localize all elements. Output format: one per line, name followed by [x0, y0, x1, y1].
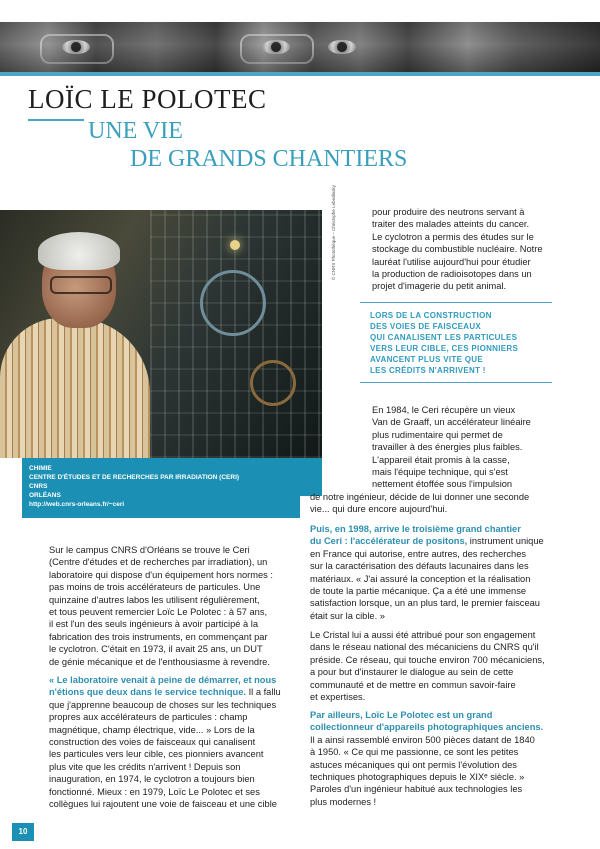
text-line: fonctionné. Mieux : en 1979, Loïc Le Polotec et ses — [49, 786, 260, 797]
text-line: L'appareil était promis à la casse, — [372, 454, 510, 465]
text-line: plus modernes ! — [310, 796, 377, 807]
text-line: astuces mécaniques qui ont permis l'évolution des — [310, 759, 517, 770]
lamp-light — [230, 240, 240, 250]
caption-line: CENTRE D'ÉTUDES ET DE RECHERCHES PAR IRRADIATION (CERI) — [29, 474, 240, 481]
text-line: le cyclotron. C'était en 1973, il avait 25 ans, un DUT — [49, 644, 263, 655]
page-number: 10 — [12, 823, 34, 841]
text-line: collègues lui rajoutent une voie de faisceau et une cible — [49, 799, 277, 810]
photo-credit: © CNRS Photothèque – Christophe Lebedinsky — [331, 185, 336, 280]
highlight-line: « Le laboratoire venait à peine de démarrer, et nous — [49, 675, 277, 685]
quote-line: AVANCENT PLUS VITE QUE — [370, 355, 483, 364]
text-line: fabrication des trois instruments, en commençant par — [49, 631, 268, 642]
text-line: (Centre d'études et de recherches par irradiation), un — [49, 557, 268, 568]
text-line: vie... qui dure encore aujourd'hui. — [310, 504, 448, 515]
quote-line: VERS LEUR CIBLE, CES PIONNIERS — [370, 344, 519, 353]
text-line: mais l'équipe technique, qui s'est — [372, 467, 508, 478]
caption-line: CHIMIE — [29, 465, 52, 472]
highlight-line: Puis, en 1998, arrive le troisième grand chantier — [310, 524, 521, 534]
text-line: satisfaction lorsque, un an plus tard, le premier faisceau — [310, 598, 540, 609]
equipment-ring — [200, 270, 266, 336]
pullquote-rule-bottom — [360, 382, 552, 383]
text-line: quinzaine d'autres labos les utilisent régulièrement, — [49, 594, 260, 605]
text-line: Le cyclotron a permis des études sur le — [372, 231, 534, 242]
text-line: de toute la partie mécanique. Ça a été une immense — [310, 586, 527, 597]
text-line: en France qui autorise, entre autres, des recherches — [310, 548, 527, 559]
photo-caption — [29, 464, 239, 509]
text-line: était sur la cible. » — [310, 610, 385, 621]
story-paragraph — [49, 674, 281, 810]
text-line: matériaux. « J'ai assuré la conception et la réalisation — [310, 573, 531, 584]
text-line: et expertises. — [310, 692, 366, 703]
paragraph-collection — [310, 709, 543, 808]
text-line: de notre ingénieur, décide de lui donner une seconde — [310, 492, 530, 502]
subtitle-line: UNE VIE — [88, 118, 183, 144]
paragraph-1998 — [310, 523, 544, 622]
portrait-hair — [38, 232, 120, 270]
text-line: nettement étoffée sous l'impulsion — [372, 479, 513, 490]
quote-line: LES CRÉDITS N'ARRIVENT ! — [370, 366, 486, 375]
text-line: que j'apprenne beaucoup de choses sur les techniques — [49, 699, 277, 710]
text-line: traiter des malades atteints du cancer. — [372, 219, 530, 230]
equipment-ring — [250, 360, 296, 406]
text-line: plus rudimentaire qui permet de — [372, 429, 503, 440]
text-line: Sur le campus CNRS d'Orléans se trouve le Ceri — [49, 545, 250, 555]
text-line: techniques photographiques depuis le XIXᵉ siècle. » — [310, 772, 525, 783]
header-rule — [0, 72, 600, 76]
portrait-shirt — [0, 318, 150, 458]
text-line: de génie mécanique et de l'enthousiasme à revendre. — [49, 656, 270, 667]
text-line: Van de Graaff, un accélérateur linéaire — [372, 417, 531, 428]
text-line: Paroles d'un ingénieur habitué aux technologies les — [310, 784, 523, 795]
text-line: pour produire des neutrons servant à — [372, 207, 525, 217]
text-line: Le Cristal lui a aussi été attribué pour son engagement — [310, 630, 536, 640]
text-line: à 1950. « Ce qui me passionne, ce sont les petites — [310, 747, 519, 758]
quote-line: QUI CANALISENT LES PARTICULES — [370, 333, 518, 342]
highlight-line: collectionneur d'appareils photographiques anciens. — [310, 722, 544, 733]
pull-quote — [370, 310, 560, 376]
text-line: propres aux accélérateurs de particules : champ — [49, 712, 248, 723]
text-line: construction des voies de faisceaux qui canalisent — [49, 737, 256, 748]
text-line: laboratoire qui dispose d'un équipement hors normes : — [49, 569, 274, 580]
text-line: dans le réseau national des mécaniciens du CNRS qu'il — [310, 642, 539, 653]
quote-line: DES VOIES DE FAISCEAUX — [370, 322, 482, 331]
right-top-paragraph — [372, 206, 543, 293]
text-line: et tous peuvent remercier Loïc Le Polotec : à 57 ans, — [49, 607, 268, 618]
text-fragment: Il a fallu — [246, 687, 281, 698]
text-line: sur la caractérisation des défauts lacunaires dans les — [310, 561, 529, 572]
paragraph-1984-continued — [310, 491, 529, 516]
text-line: stockage du combustible nucléaire. Notre — [372, 244, 543, 255]
quote-line: LORS DE LA CONSTRUCTION — [370, 311, 492, 320]
text-line: magnétique, champ électrique, vide... » Lors de la — [49, 724, 255, 735]
subtitle-line: DE GRANDS CHANTIERS — [130, 146, 408, 172]
text-line: a pour but d'instaurer le dialogue au sein de cette — [310, 667, 514, 678]
text-fragment: instrument unique — [467, 536, 544, 547]
highlight-line: du Ceri : l'accélérateur de positons, — [310, 536, 468, 547]
title-accent-rule — [28, 119, 84, 121]
text-line: En 1984, le Ceri récupère un vieux — [372, 405, 516, 415]
intro-paragraph — [49, 544, 273, 668]
text-line: Il a ainsi rassemblé environ 500 pièces datant de 1840 — [310, 734, 535, 745]
text-line: communauté et de mettre en commun savoir-faire — [310, 679, 516, 690]
page-subtitle — [88, 117, 407, 173]
text-line: il est l'un des seuls ingénieurs à avoir participé à la — [49, 619, 259, 630]
paragraph-cristal — [310, 629, 545, 703]
portrait-photo — [0, 210, 322, 458]
caption-line: ORLÉANS — [29, 492, 61, 499]
header-banner-image — [0, 22, 600, 72]
paragraph-1984 — [372, 404, 531, 491]
caption-line: CNRS — [29, 483, 48, 490]
text-line: préside. Ce réseau, qui touche environ 700 mécaniciens, — [310, 654, 545, 665]
caption-link[interactable]: http://web.cnrs-orleans.fr/~ceri — [29, 501, 125, 508]
highlight-line: Par ailleurs, Loïc Le Polotec est un grand — [310, 710, 493, 720]
text-line: pas moins de trois accélérateurs de particules. Une — [49, 582, 261, 593]
portrait-glasses — [50, 276, 112, 294]
highlight-line: n'étions que deux dans le service technique. — [49, 687, 246, 698]
text-line: travailler à des énergies plus faibles. — [372, 442, 523, 453]
text-line: projet d'imagerie du petit animal. — [372, 281, 507, 292]
pullquote-rule-top — [360, 302, 552, 303]
text-line: inauguration, en 1974, le cyclotron a toujours bien — [49, 774, 255, 785]
text-line: les particules vers leur cible, ces pionniers avancent — [49, 749, 264, 760]
text-line: lauréat l'utilise aujourd'hui pour étudier — [372, 256, 531, 267]
text-line: la production de radioisotopes dans un — [372, 269, 532, 280]
page-title: LOÏC LE POLOTEC — [28, 84, 267, 114]
text-line: plus vite que les crédits n'arrivent ! Depuis son — [49, 761, 241, 772]
banner-shade — [0, 22, 600, 72]
